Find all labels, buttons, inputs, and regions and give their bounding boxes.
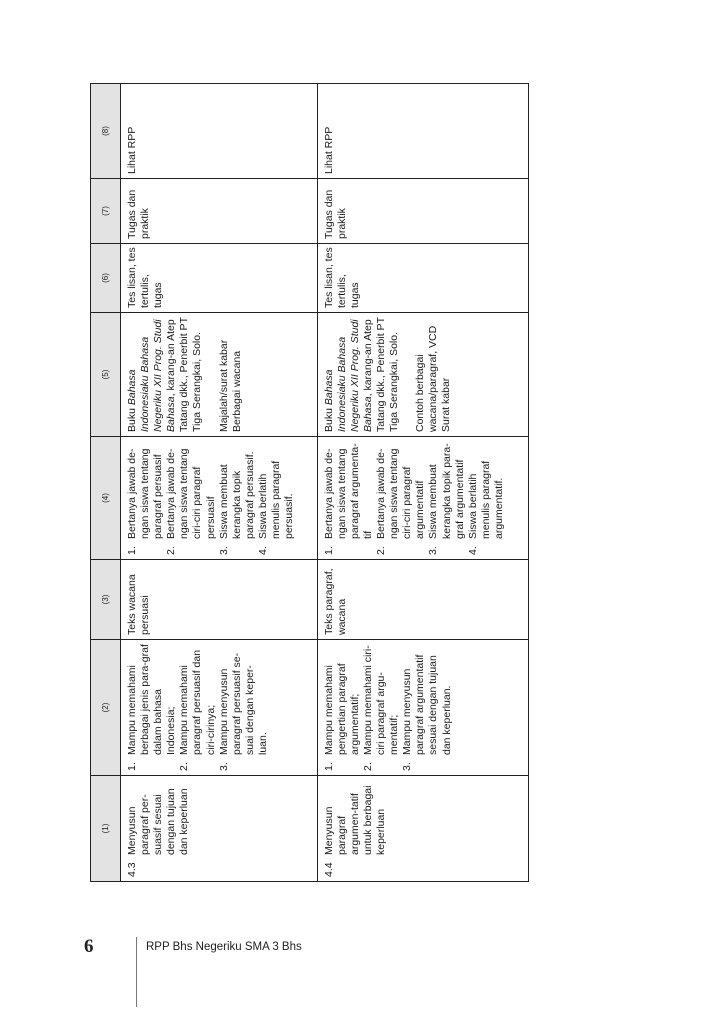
sumber-cell <box>121 313 318 437</box>
kegiatan-cell <box>121 437 318 560</box>
table-row <box>121 84 318 882</box>
indikator-cell <box>121 640 318 776</box>
list-item: 2. Bertanya jawab de-ngan siswa tentang ciri-ciri paragraf argumentatif <box>375 448 427 555</box>
sumber-buku-prefix: Buku <box>126 405 138 432</box>
sumber-extra: Surat kabar <box>440 377 453 432</box>
lain-cell: Lihat RPP <box>317 84 528 179</box>
header-col-7: (7) <box>91 179 121 244</box>
list-item: 3. Mampu menyusun paragraf argumentatif sesuai dengan tujuan dan keperluan. <box>401 654 453 771</box>
list-item: 3. Siswa membuat kerangka topik paragraf persuasif. <box>217 451 256 555</box>
header-col-6: (6) <box>91 244 121 313</box>
header-col-1: (1) <box>91 776 121 882</box>
page-number: 6 <box>84 936 94 957</box>
list-item: 1. Bertanya jawab de-ngan siswa tentang paragraf argumenta-tif <box>322 443 374 555</box>
list-item: 2. Bertanya jawab de-ngan siswa tentang ciri-ciri paragraf persuasif <box>165 448 217 555</box>
header-col-3: (3) <box>91 560 121 640</box>
list-item: 4. Siswa berlatih menulis paragraf argumentatif. <box>466 460 505 555</box>
materi-cell: Teks paragraf, wacana <box>317 560 528 640</box>
sumber-buku-rest: , karang-an Atep Tatang dkk., Penerbit PT Tiga Serangkai, Solo. <box>165 317 204 432</box>
list-item: 3. Mampu menyusun paragraf persuasif se-suai dengan keper-luan. <box>217 652 269 771</box>
alokasi-cell: Tugas dan praktik <box>317 179 528 244</box>
list-item: 3. Siswa membuat kerangka topik para-graf argumentatif <box>427 443 466 555</box>
header-col-4: (4) <box>91 437 121 560</box>
materi-cell: Teks wacana persuasi <box>121 560 318 640</box>
kd-code: 4.4 <box>322 862 335 877</box>
alokasi-cell: Tugas dan praktik <box>121 179 318 244</box>
indikator-cell <box>317 640 528 776</box>
header-col-2: (2) <box>91 640 121 776</box>
footer-title: RPP Bhs Negeriku SMA 3 Bhs <box>146 941 302 953</box>
header-col-8: (8) <box>91 84 121 179</box>
table-row <box>317 84 528 882</box>
penilaian-cell: Tes lisan, tes tertulis, tugas <box>317 244 528 313</box>
header-col-5: (5) <box>91 313 121 437</box>
list-item: 2. Mampu memahami ciri-ciri paragraf argu-mentatif; <box>361 645 401 771</box>
sumber-buku-prefix: Buku <box>322 405 335 432</box>
lain-cell: Lihat RPP <box>121 84 318 179</box>
footer-divider <box>136 937 137 1007</box>
sumber-buku-title: Bahasa Indonesiaku Bahasa Negeriku XII Prog. Studi Bahasa <box>322 319 374 432</box>
kd-cell <box>121 776 318 882</box>
list-item: 2. Mampu memahami paragraf persuasif dan ciri-cirinya; <box>178 649 217 771</box>
syllabus-table <box>90 83 529 882</box>
list-item: 1. Bertanya jawab de-ngan siswa tentang paragraf persuasif <box>126 448 165 555</box>
kd-text: Menyusun paragraf argumen-tatif untuk berbagai keperluan <box>322 785 388 855</box>
sumber-extra: Berbagai wacana <box>230 350 243 432</box>
table-header-row <box>91 84 121 882</box>
kegiatan-cell <box>317 437 528 560</box>
sumber-extra: Contoh berbagai wacana/paragraf, VCD <box>414 325 440 432</box>
sumber-buku-title: Bahasa Indonesiaku Bahasa Negeriku XII Prog. Studi Bahasa <box>126 319 178 432</box>
penilaian-cell: Tes lisan, tes tertulis, tugas <box>121 244 318 313</box>
sumber-extra: Majalah/surat kabar <box>217 339 230 432</box>
kd-code: 4.3 <box>126 862 138 877</box>
list-item: 1. Mampu memahami berbagai jenis para-graf dalam bahasa Indonesia; <box>126 644 178 771</box>
syllabus-table-rotated <box>90 84 529 882</box>
sumber-buku-rest: , karang-an Atep Tatang dkk., Penerbit PT Tiga Serangkai, Solo. <box>361 317 401 432</box>
list-item: 4. Siswa berlatih menulis paragraf persuasif. <box>256 460 296 555</box>
kd-cell <box>317 776 528 882</box>
kd-text: Menyusun paragraf per-suasif sesuai dengan tujuan dan keperluan <box>126 788 191 855</box>
list-item: 1. Mampu memahami pengertian paragraf argumentatif; <box>322 663 361 771</box>
sumber-cell <box>317 313 528 437</box>
